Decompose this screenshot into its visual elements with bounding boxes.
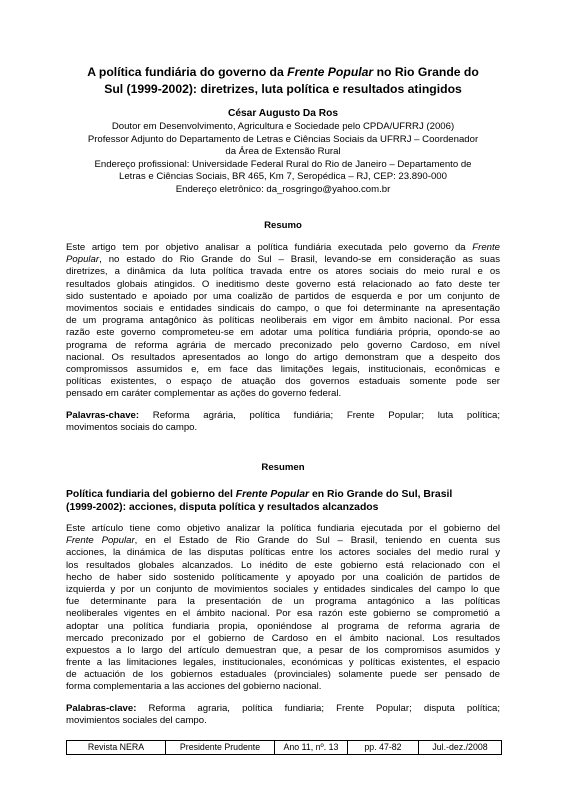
text-line <box>66 364 500 376</box>
footer-journal: Revista NERA <box>67 741 166 754</box>
resumen-keywords <box>66 703 500 727</box>
keywords-line <box>66 410 500 422</box>
italic-text: Popular <box>66 254 100 266</box>
keywords-line: movimentos sociais do campo. <box>66 422 198 434</box>
resumo-abstract <box>66 242 500 400</box>
affiliation-line: Endereço profissional: Universidade Federal Rural do Rio de Janeiro – Departamento de <box>94 158 472 170</box>
keywords-label: Palavras-chave: <box>66 410 140 421</box>
text-segment: forma complementaria a las acciones del gobierno nacional. <box>66 681 322 693</box>
text-line <box>66 560 500 572</box>
footer-volume: Ano 11, nº. 13 <box>275 741 348 754</box>
resumen-title-italic: Frente Popular <box>235 489 310 500</box>
text-segment: de actuación de los gobiernos estaduales (provinciales) solamente puede ser pensado de <box>66 669 500 681</box>
footer-city: Presidente Prudente <box>166 741 275 754</box>
affiliation-line: da Área de Extensão Rural <box>225 146 341 158</box>
text-segment: Este artigo tem por objetivo analisar a política fundiária executada pelo governo da <box>66 242 473 253</box>
affiliation-line: Doutor em Desenvolvimento, Agricultura e Sociedade pelo CPDA/UFRRJ (2006) <box>111 121 455 132</box>
keywords-text: Reforma agraria, política fundiaria; Frente Popular; disputa política; <box>136 703 500 714</box>
italic-text: Frente Popular <box>66 535 135 547</box>
text-line <box>66 681 500 693</box>
resumen-heading: Resumen <box>261 462 305 473</box>
affiliation-line: Endereço eletrônico: da_rosgringo@yahoo.com.br <box>175 183 391 195</box>
paper-title <box>60 64 506 98</box>
resumen-title-text: en Rio Grande do Sul, Brasil <box>309 489 453 500</box>
text-line <box>66 242 500 254</box>
text-line <box>66 291 500 303</box>
text-segment: resultados globais atingidos. O ineditismo deste governo está relacionado ao fato deste ter <box>66 278 500 290</box>
text-segment: neoliberales vigentes en el ámbito nacional. Por esa razón este gobierno se comprometió a <box>66 608 500 620</box>
text-line <box>66 669 500 681</box>
text-line <box>66 327 500 339</box>
text-segment: acciones, la dinámica de las disputas políticas entre los actores sociales del medio rural y <box>66 547 500 559</box>
text-segment: , no estado do Rio Grande do Sul – Brasil, levando-se em consideração as suas <box>99 254 500 266</box>
text-segment: pensado em caráter complementar as ações do governo federal. <box>66 388 342 400</box>
journal-footer <box>66 740 502 755</box>
title-line-2: Sul (1999-2002): diretrizes, luta política e resultados atingidos <box>104 82 462 96</box>
text-segment: mercado preconizado por el gobierno de Cardoso en el ámbito nacional. Los resultados <box>66 632 500 644</box>
text-segment: los resultados globales alcanzados. Lo inédito de este gobierno está relacionado con el <box>66 559 500 571</box>
text-line <box>66 315 500 327</box>
text-line <box>66 621 500 633</box>
text-line <box>66 352 500 364</box>
text-segment: razão este governo comprometeu-se em adotar uma política fundiária própria, opondo-se ao <box>66 327 500 339</box>
resumo-keywords <box>66 410 500 434</box>
resumen-title-line-2: (1999-2002): acciones, disputa política y resultados alcanzados <box>66 502 379 514</box>
text-line <box>66 279 500 291</box>
title-text: A política fundiária do governo da <box>87 65 288 79</box>
text-segment: adoptar una política fundiaria propia, oponiéndose al programa de reforma agraria de <box>66 620 500 632</box>
text-segment: políticas existentes, o espaço de atuação dos governos estaduais somente pode ser <box>66 376 500 388</box>
text-segment: programa de reforma agrária de mercado preconizado pelo governo Cardoso, em nível <box>66 339 500 351</box>
text-line <box>66 584 500 596</box>
footer-date: Jul.-dez./2008 <box>432 742 488 752</box>
text-segment: , en el Estado de Rio Grande do Sul – Brasil, teniendo en cuenta sus <box>134 535 500 547</box>
text-line <box>66 645 500 657</box>
affiliation-line: Professor Adjunto do Departamento de Letras e Ciências Sociais da UFRRJ – Coordenador <box>87 133 479 145</box>
text-line <box>66 254 500 266</box>
title-text: no Rio Grande do <box>373 65 479 79</box>
keywords-line: movimientos sociales del campo. <box>66 715 207 727</box>
affiliation-line: Letras e Ciências Sociais, BR 465, Km 7, Seropédica – RJ, CEP: 23.890-000 <box>119 171 447 183</box>
resumen-abstract <box>66 523 500 694</box>
text-line <box>66 547 500 559</box>
keywords-line <box>66 703 500 715</box>
author-affiliation <box>60 121 506 197</box>
resumo-heading: Resumo <box>264 220 302 231</box>
text-line <box>66 608 500 620</box>
author-name: César Augusto Da Ros <box>227 108 338 119</box>
text-segment: expuestos a lo largo del artículo demuestran que, a pesar de los compromisos asumidos y <box>66 644 500 656</box>
text-line <box>66 633 500 645</box>
text-line <box>66 572 500 584</box>
text-segment: fue determinante para la presentación de un programa antagónico a las políticas <box>66 596 500 608</box>
text-segment: de um programa antagônico às políticas neoliberais em vigor em âmbito nacional. Por essa <box>66 315 500 327</box>
text-line <box>66 388 500 400</box>
text-segment: sido sustentado e apoiado por uma coalizão de partidos de esquerda e por um conjunto de <box>66 290 500 302</box>
italic-text: Frente <box>472 242 500 253</box>
resumen-title-text: Política fundiaria del gobierno del <box>66 489 236 500</box>
resumen-title-line-1 <box>66 488 500 501</box>
resumen-title <box>66 488 500 515</box>
text-line <box>66 657 500 669</box>
text-line <box>66 376 500 388</box>
text-segment: movimentos sociais e entidades sindicais do campo, o que foi determinante na apresentação <box>66 302 500 314</box>
text-line <box>66 266 500 278</box>
keywords-text: Reforma agrária, política fundiária; Frente Popular; luta política; <box>139 410 500 421</box>
text-line <box>66 340 500 352</box>
text-segment: Este artículo tiene como objetivo analizar la política fundiaria ejecutada por el gobierno del <box>66 523 500 534</box>
text-segment: hecho de haber sido sostenido políticamente y apoyado por una coalición de partidos de <box>66 571 500 583</box>
title-line-1 <box>60 64 506 81</box>
keywords-label: Palabras-clave: <box>66 703 137 714</box>
text-segment: diretrizes, a dinâmica da luta política travada entre os atores sociais do meio rural e os <box>66 266 500 278</box>
text-segment: nacional. Os resultados apresentados ao longo do artigo demonstram que a despeito dos <box>66 351 500 363</box>
text-segment: frente a las limitaciones legales, institucionales, económicas y políticas existentes, el espacio <box>66 657 500 669</box>
text-line <box>66 596 500 608</box>
text-line <box>66 535 500 547</box>
footer-pages: pp. 47-82 <box>348 741 419 754</box>
text-line <box>66 303 500 315</box>
title-italic-text: Frente Popular <box>287 65 374 79</box>
text-segment: izquierda y por un conjunto de movimientos sociales y entidades sindicales del campo lo que <box>66 583 500 595</box>
text-line <box>66 523 500 535</box>
text-segment: compromissos assumidos e, em face das limitações legais, institucionais, econômicas e <box>66 363 500 375</box>
